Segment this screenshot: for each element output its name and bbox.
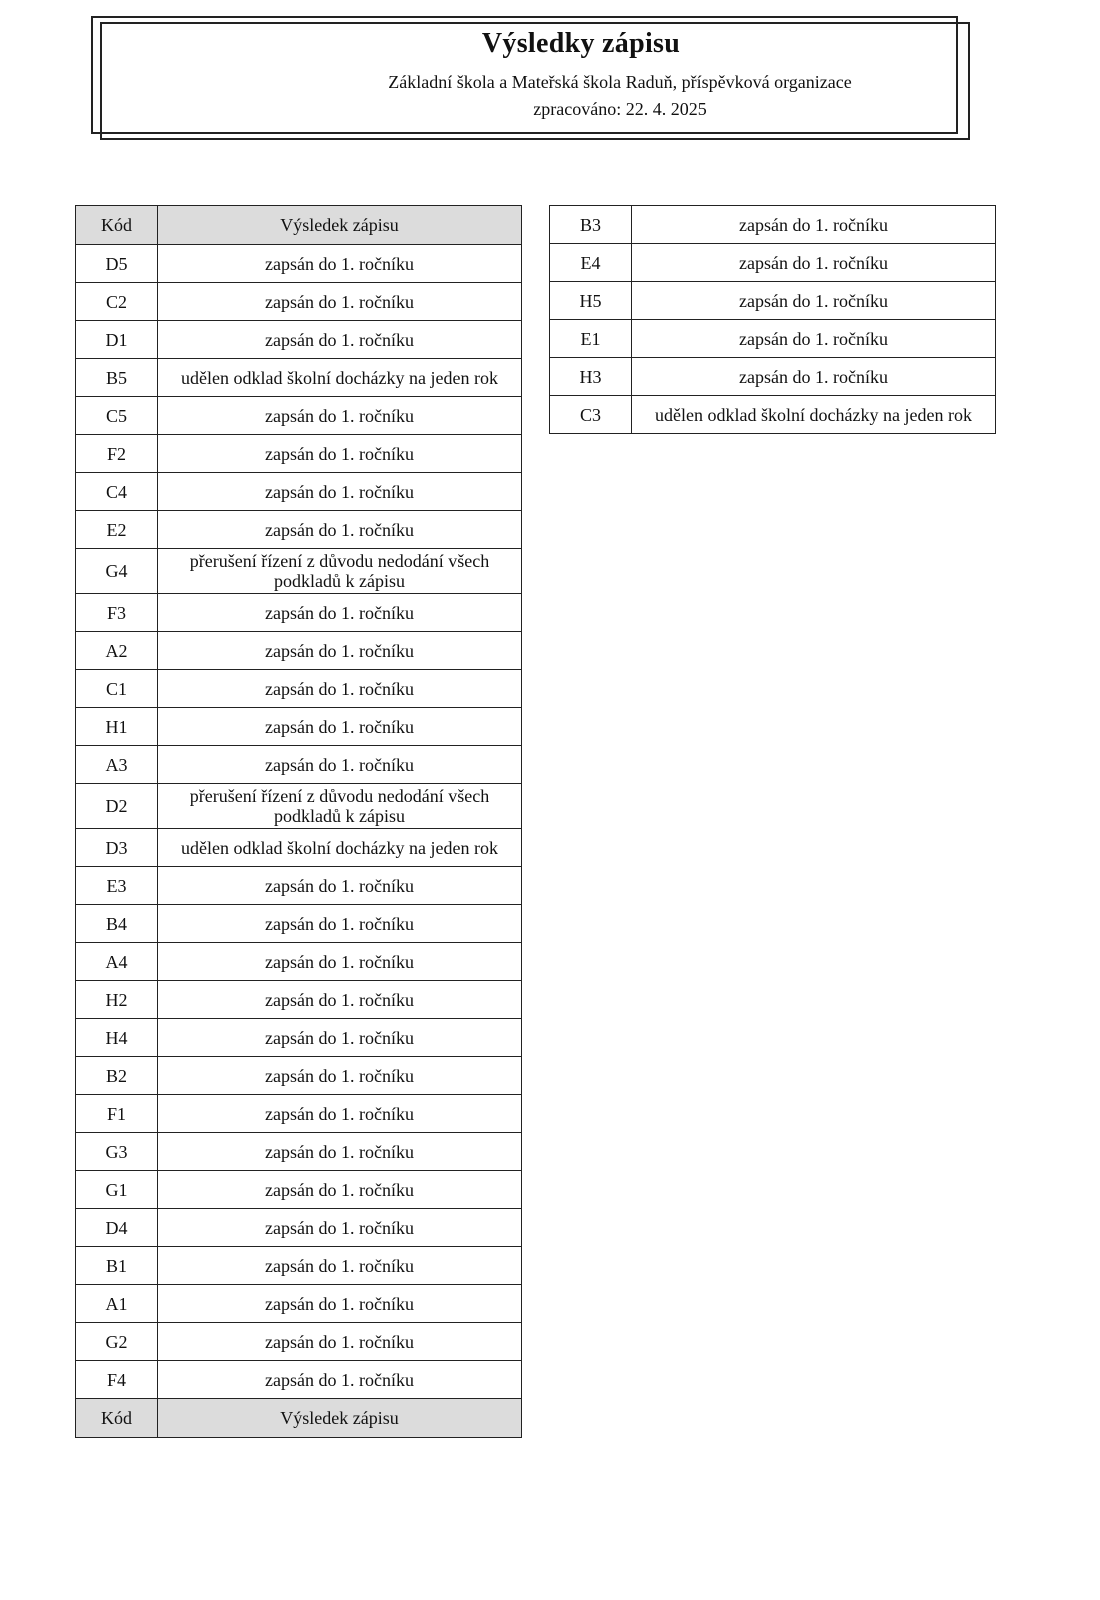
cell-code: A1: [76, 1285, 158, 1323]
cell-result: zapsán do 1. ročníku: [158, 245, 522, 283]
cell-result: zapsán do 1. ročníku: [158, 905, 522, 943]
school-name: Základní škola a Mateřská škola Raduň, příspěvková organizace: [388, 72, 852, 92]
table-footer-row: [76, 1399, 522, 1438]
cell-code: B3: [550, 206, 632, 244]
cell-result: zapsán do 1. ročníku: [158, 1133, 522, 1171]
cell-result: zapsán do 1. ročníku: [158, 1057, 522, 1095]
table-row: [76, 321, 522, 359]
cell-code: C3: [550, 396, 632, 434]
cell-result: zapsán do 1. ročníku: [158, 943, 522, 981]
cell-result: zapsán do 1. ročníku: [632, 282, 996, 320]
table-row: [76, 1171, 522, 1209]
cell-result: zapsán do 1. ročníku: [158, 981, 522, 1019]
column-header-result: Výsledek zápisu: [158, 206, 522, 245]
cell-code: B5: [76, 359, 158, 397]
table-row: [76, 746, 522, 784]
cell-code: D1: [76, 321, 158, 359]
cell-result: zapsán do 1. ročníku: [158, 1361, 522, 1399]
table-row: [76, 867, 522, 905]
cell-result: zapsán do 1. ročníku: [158, 1209, 522, 1247]
processed-date: zpracováno: 22. 4. 2025: [533, 99, 707, 119]
results-table-left: [75, 205, 522, 1438]
cell-code: H3: [550, 358, 632, 396]
table-row: [76, 1057, 522, 1095]
table-row: [76, 943, 522, 981]
table-row: [76, 1285, 522, 1323]
table-row: [76, 359, 522, 397]
cell-result: udělen odklad školní docházky na jeden rok: [632, 396, 996, 434]
cell-code: B4: [76, 905, 158, 943]
table-row: [76, 511, 522, 549]
cell-result: zapsán do 1. ročníku: [158, 1285, 522, 1323]
cell-result: zapsán do 1. ročníku: [158, 473, 522, 511]
table-row: [550, 358, 996, 396]
table-row: [76, 1133, 522, 1171]
cell-result: zapsán do 1. ročníku: [158, 708, 522, 746]
cell-result: zapsán do 1. ročníku: [632, 244, 996, 282]
cell-result: zapsán do 1. ročníku: [158, 397, 522, 435]
cell-code: H4: [76, 1019, 158, 1057]
cell-code: G1: [76, 1171, 158, 1209]
cell-result: zapsán do 1. ročníku: [158, 867, 522, 905]
cell-code: A3: [76, 746, 158, 784]
cell-code: E1: [550, 320, 632, 358]
cell-code: C5: [76, 397, 158, 435]
cell-code: B2: [76, 1057, 158, 1095]
cell-result: zapsán do 1. ročníku: [158, 1247, 522, 1285]
cell-result: udělen odklad školní docházky na jeden rok: [158, 359, 522, 397]
cell-result: zapsán do 1. ročníku: [158, 1171, 522, 1209]
cell-result: zapsán do 1. ročníku: [632, 358, 996, 396]
cell-code: B1: [76, 1247, 158, 1285]
cell-code: A2: [76, 632, 158, 670]
cell-code: H2: [76, 981, 158, 1019]
table-row: [76, 1019, 522, 1057]
cell-code: C1: [76, 670, 158, 708]
table-row: [76, 1209, 522, 1247]
table-row: [550, 320, 996, 358]
table-row: [550, 396, 996, 434]
table-row: [76, 708, 522, 746]
table-row: [550, 244, 996, 282]
table-row: [76, 283, 522, 321]
cell-code: F2: [76, 435, 158, 473]
table-row: [550, 282, 996, 320]
cell-result: přerušení řízení z důvodu nedodání všech podkladů k zápisu: [158, 549, 522, 594]
cell-code: C4: [76, 473, 158, 511]
cell-code: E2: [76, 511, 158, 549]
table-row: [76, 829, 522, 867]
table-row: [76, 632, 522, 670]
cell-code: F4: [76, 1361, 158, 1399]
table-row: [76, 549, 522, 594]
cell-result: zapsán do 1. ročníku: [158, 283, 522, 321]
cell-result: zapsán do 1. ročníku: [158, 321, 522, 359]
cell-code: G4: [76, 549, 158, 594]
column-footer-code: Kód: [76, 1399, 158, 1438]
cell-result: zapsán do 1. ročníku: [158, 1323, 522, 1361]
cell-code: E3: [76, 867, 158, 905]
cell-result: zapsán do 1. ročníku: [158, 511, 522, 549]
table-row: [76, 473, 522, 511]
column-footer-result: Výsledek zápisu: [158, 1399, 522, 1438]
cell-result: zapsán do 1. ročníku: [158, 435, 522, 473]
table-row: [76, 245, 522, 283]
cell-code: D5: [76, 245, 158, 283]
cell-result: zapsán do 1. ročníku: [158, 1019, 522, 1057]
table-row: [76, 594, 522, 632]
cell-code: E4: [550, 244, 632, 282]
cell-code: D4: [76, 1209, 158, 1247]
column-header-code: Kód: [76, 206, 158, 245]
cell-result: zapsán do 1. ročníku: [158, 670, 522, 708]
cell-code: H1: [76, 708, 158, 746]
cell-result: udělen odklad školní docházky na jeden rok: [158, 829, 522, 867]
cell-result: přerušení řízení z důvodu nedodání všech podkladů k zápisu: [158, 784, 522, 829]
table-row: [76, 784, 522, 829]
cell-code: H5: [550, 282, 632, 320]
table-row: [550, 206, 996, 244]
table-row: [76, 981, 522, 1019]
table-row: [76, 1323, 522, 1361]
page-title: Výsledky zápisu: [481, 28, 681, 59]
table-row: [76, 1247, 522, 1285]
cell-code: G3: [76, 1133, 158, 1171]
cell-code: G2: [76, 1323, 158, 1361]
cell-code: F1: [76, 1095, 158, 1133]
cell-result: zapsán do 1. ročníku: [632, 206, 996, 244]
cell-code: F3: [76, 594, 158, 632]
table-header-row: [76, 206, 522, 245]
cell-result: zapsán do 1. ročníku: [158, 594, 522, 632]
cell-result: zapsán do 1. ročníku: [158, 746, 522, 784]
table-row: [76, 670, 522, 708]
results-table-right: [549, 205, 996, 434]
cell-result: zapsán do 1. ročníku: [632, 320, 996, 358]
cell-code: D3: [76, 829, 158, 867]
cell-result: zapsán do 1. ročníku: [158, 632, 522, 670]
table-row: [76, 397, 522, 435]
cell-code: A4: [76, 943, 158, 981]
table-row: [76, 1095, 522, 1133]
cell-result: zapsán do 1. ročníku: [158, 1095, 522, 1133]
cell-code: D2: [76, 784, 158, 829]
table-row: [76, 435, 522, 473]
table-row: [76, 905, 522, 943]
table-row: [76, 1361, 522, 1399]
cell-code: C2: [76, 283, 158, 321]
